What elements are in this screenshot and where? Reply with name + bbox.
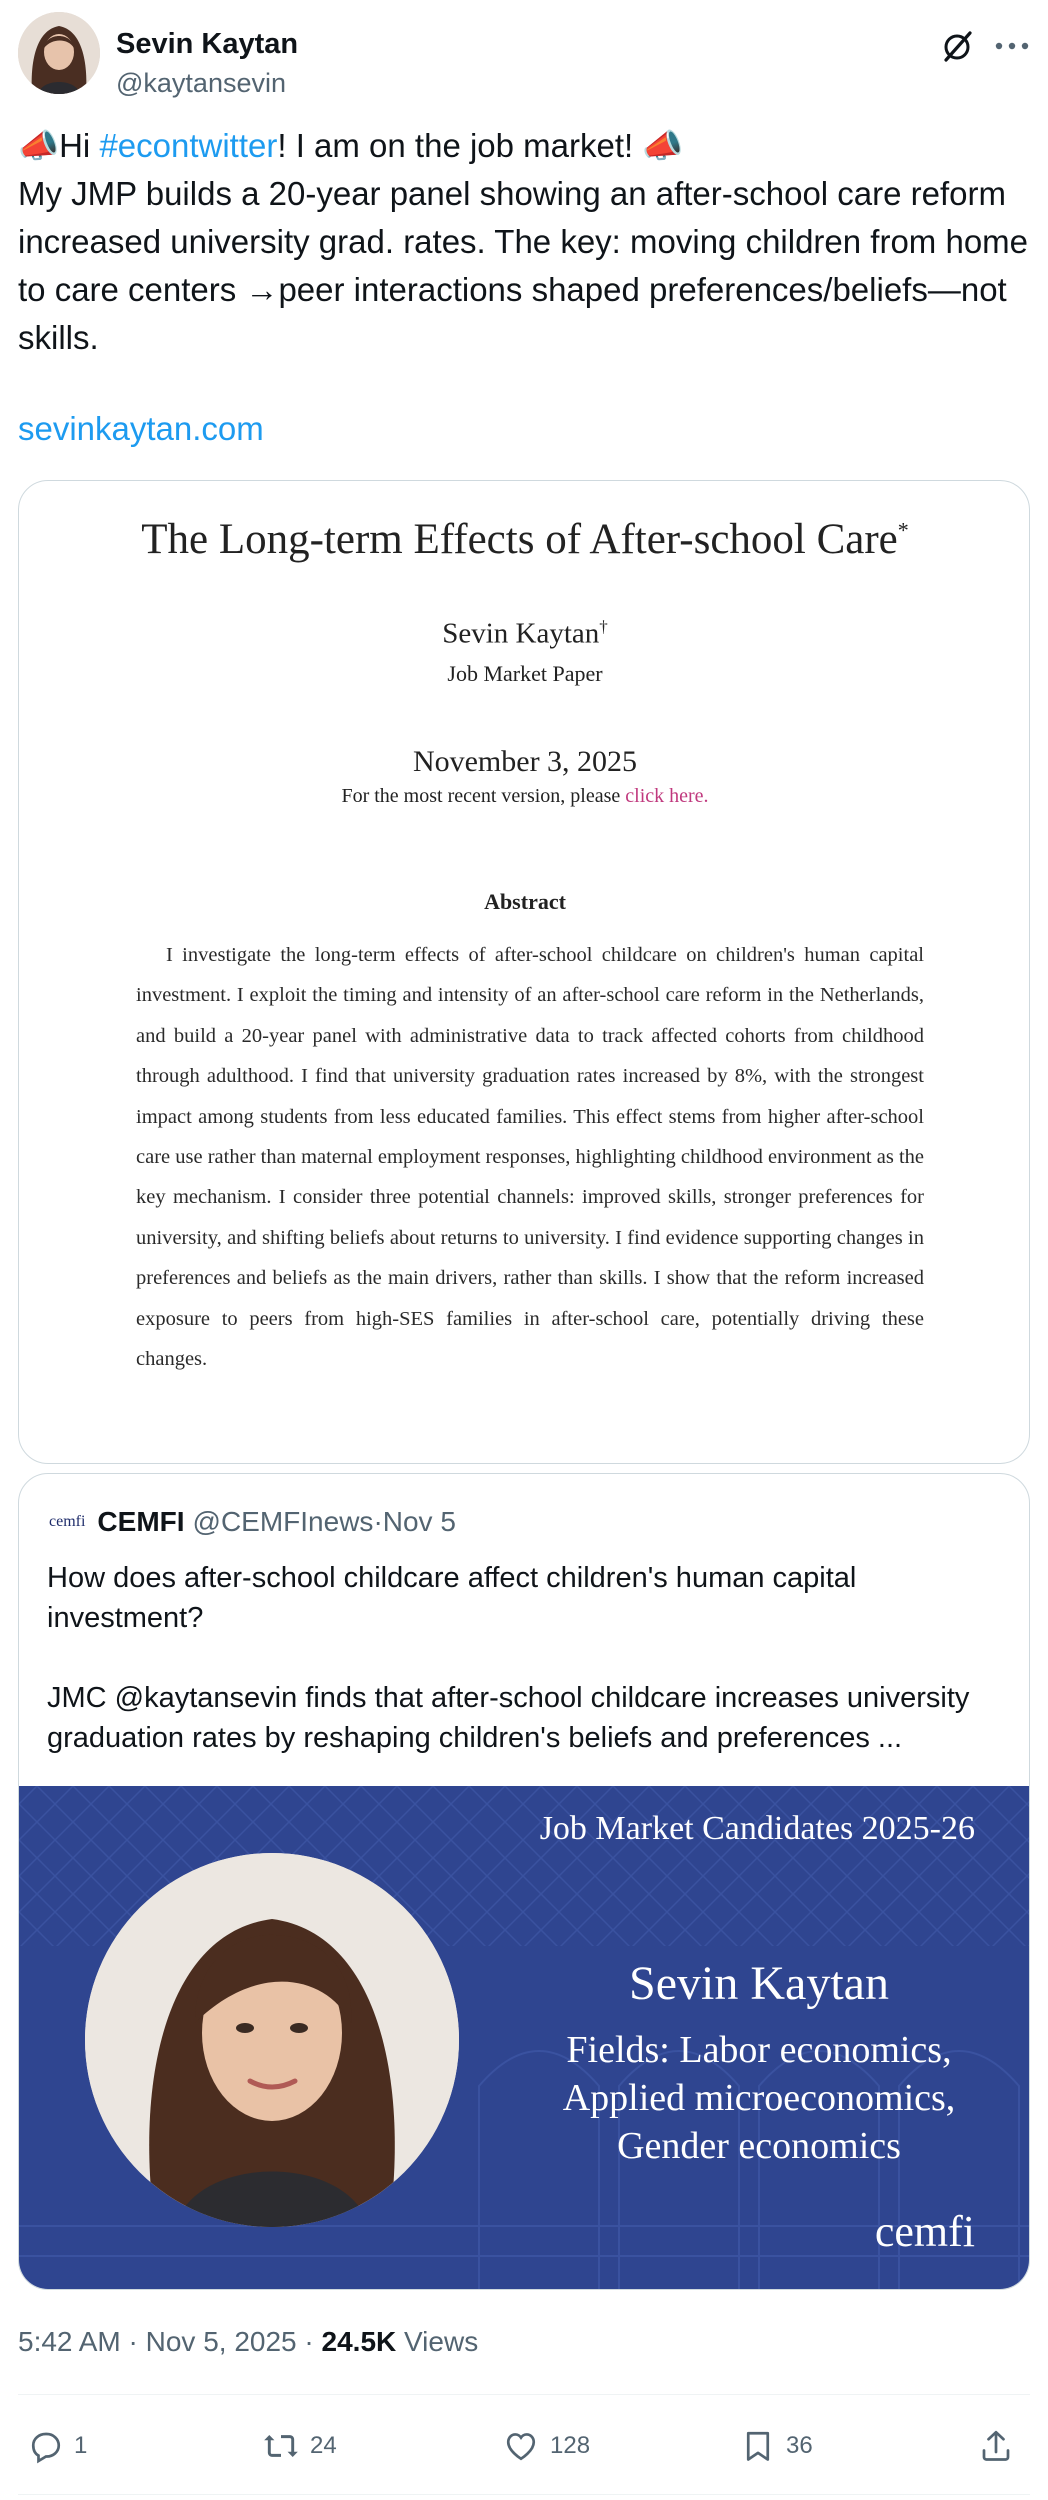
share-button[interactable] — [978, 2410, 1024, 2482]
quoted-text-summary: JMC @kaytansevin finds that after-school childcare increases university graduation rates by reshaping children's beliefs and preferences ... — [47, 1682, 970, 1754]
views-label: Views — [396, 2326, 479, 2357]
tweet-text — [18, 122, 1038, 362]
banner-title: Job Market Candidates 2025-26 — [539, 1810, 975, 1847]
like-button[interactable] — [502, 2410, 590, 2482]
views-count[interactable]: 24.5K — [321, 2326, 397, 2357]
paper-image[interactable] — [18, 480, 1030, 1464]
cemfi-avatar-logo[interactable]: cemfi — [49, 1513, 86, 1530]
tweet-header — [18, 12, 1030, 96]
author-name[interactable]: Sevin Kaytan — [116, 28, 299, 60]
tweet-announcement: ! I am on the job market! — [277, 127, 643, 164]
share-icon — [978, 2428, 1014, 2464]
heart-icon — [502, 2428, 540, 2464]
action-bar — [18, 2410, 1030, 2482]
hashtag-link[interactable]: #econtwitter — [99, 127, 278, 164]
more-options-icon[interactable] — [992, 26, 1032, 66]
tweet-time[interactable]: 5:42 AM — [18, 2326, 121, 2357]
repost-button[interactable] — [262, 2410, 337, 2482]
like-count: 128 — [550, 2432, 591, 2459]
divider — [18, 2394, 1030, 2395]
paper-subtitle: Job Market Paper — [447, 661, 603, 686]
reply-icon — [28, 2428, 64, 2464]
divider — [18, 2494, 1030, 2495]
quoted-tweet-text — [47, 1558, 1007, 1798]
banner-candidate-name: Sevin Kaytan — [629, 1957, 889, 2010]
candidate-banner-image — [19, 1786, 1030, 2290]
grok-icon[interactable] — [938, 26, 978, 66]
abstract-text: I investigate the long-term effects of after-school childcare on children's human capital investment. I exploit the timing and intensity of an after-school care reform in the Netherlands, and build a 20-year panel with administrative data to track affected cohorts from childhood through adulthood. I find that university graduation rates increased by 8%, with the strongest impact among students from less educated families. This effect stems from higher after-school care use rather than maternal employment responses, highlighting childhood environment as the key mechanism. I consider three potential channels: improved skills, stronger preferences for university, and shifting beliefs about returns to university. I find evidence supporting changes in preferences and beliefs as the main drivers, rather than skills. I show that the reform increased exposure to peers from high-SES families in after-school care, potentially driving these changes. — [136, 944, 924, 1371]
reply-button[interactable] — [28, 2410, 87, 2482]
tweet-greeting: Hi — [59, 127, 100, 164]
paper-version-note: For the most recent version, please click here. — [341, 785, 709, 807]
bookmark-count: 36 — [786, 2432, 813, 2459]
quoted-text-question: How does after-school childcare affect children's human capital investment? — [47, 1562, 857, 1634]
author-handle[interactable]: @kaytansevin — [116, 68, 286, 98]
paper-click-here: click here. — [625, 785, 709, 807]
quoted-author-handle[interactable]: @CEMFInews — [192, 1506, 374, 1537]
quoted-tweet[interactable] — [18, 1473, 1030, 2290]
paper-date: November 3, 2025 — [412, 745, 638, 778]
repost-count: 24 — [310, 2432, 337, 2459]
banner-cemfi-logo: cemfi — [874, 2207, 975, 2256]
tweet-meta: 5:42 AM · Nov 5, 2025 · 24.5K Views — [18, 2326, 479, 2357]
paper-title: The Long-term Effects of After-school Care* — [141, 516, 909, 563]
candidate-photo — [85, 1853, 459, 2227]
abstract-heading: Abstract — [484, 889, 566, 914]
quoted-tweet-date[interactable]: Nov 5 — [382, 1506, 456, 1537]
website-link[interactable]: sevinkaytan.com — [18, 410, 264, 447]
bookmark-button[interactable] — [740, 2410, 813, 2482]
paper-author: Sevin Kaytan† — [442, 617, 608, 650]
banner-fields: Fields: Labor economics, Applied microeconomics, Gender economics — [562, 2029, 956, 2167]
bookmark-icon — [740, 2428, 776, 2464]
separator-dot: · — [373, 1506, 383, 1537]
megaphone-emoji: 📣 — [18, 127, 60, 164]
tweet-body: My JMP builds a 20-year panel showing an after-school care reform increased university grad. rates. The key: moving children from home to care centers →peer interactions shaped preferences/beliefs—not skills. — [18, 175, 1038, 356]
megaphone-emoji: 📣 — [642, 127, 684, 164]
tweet-date[interactable]: Nov 5, 2025 — [145, 2326, 297, 2357]
quoted-author-name[interactable]: CEMFI — [97, 1506, 185, 1537]
reply-count: 1 — [74, 2432, 88, 2459]
author-avatar[interactable] — [18, 12, 100, 94]
repost-icon — [262, 2428, 300, 2464]
quoted-tweet-header — [49, 1504, 456, 1540]
